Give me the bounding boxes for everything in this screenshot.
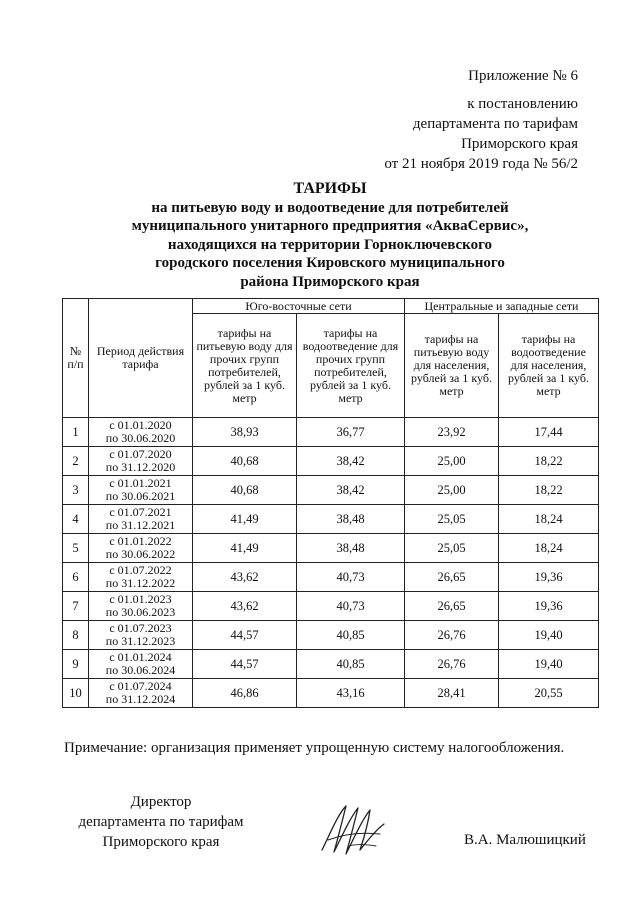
- table-row: [63, 592, 599, 621]
- row-drain-population: 18,24: [499, 534, 599, 563]
- title-line: на питьевую воду и водоотведение для потребителей: [151, 199, 509, 216]
- row-drain-other: 38,48: [297, 534, 405, 563]
- row-period: [89, 447, 193, 476]
- period-to: по 31.12.2021: [105, 518, 176, 532]
- header-col-water-population: тарифы на питьевую воду для населения, рублей за 1 куб. метр: [405, 314, 499, 418]
- handwritten-signature: [318, 800, 390, 860]
- row-num: 8: [63, 621, 89, 650]
- table-row: [63, 505, 599, 534]
- signatory-line: Директор: [130, 794, 192, 810]
- row-drain-population: 19,36: [499, 563, 599, 592]
- row-water-other: 41,49: [193, 505, 297, 534]
- appendix-line: от 21 ноября 2019 года № 56/2: [384, 156, 578, 172]
- row-drain-population: 20,55: [499, 679, 599, 708]
- row-water-population: 25,05: [405, 505, 499, 534]
- title-line: городского поселения Кировского муниципального: [155, 255, 505, 271]
- period-from: с 01.07.2024: [109, 679, 172, 693]
- row-water-population: 26,65: [405, 563, 499, 592]
- header-col-drain-other: тарифы на водоотведение для прочих групп потребителей, рублей за 1 куб. метр: [297, 314, 405, 418]
- period-from: с 01.01.2023: [109, 592, 172, 606]
- row-period: [89, 418, 193, 447]
- period-from: с 01.07.2020: [109, 447, 172, 461]
- period-to: по 30.06.2022: [105, 547, 176, 561]
- row-drain-other: 38,42: [297, 476, 405, 505]
- period-to: по 30.06.2021: [105, 489, 176, 503]
- period-from: с 01.07.2023: [109, 621, 172, 635]
- row-num: 10: [63, 679, 89, 708]
- period-to: по 31.12.2020: [105, 460, 176, 474]
- row-drain-other: 40,85: [297, 621, 405, 650]
- signatory-line: Приморского края: [102, 834, 220, 850]
- row-water-other: 41,49: [193, 534, 297, 563]
- row-num: 1: [63, 418, 89, 447]
- period-to: по 31.12.2024: [105, 692, 176, 706]
- row-num: 2: [63, 447, 89, 476]
- title-line: района Приморского края: [240, 273, 420, 290]
- table-row: [63, 621, 599, 650]
- appendix-number: Приложение № 6: [468, 68, 578, 84]
- row-drain-other: 40,73: [297, 592, 405, 621]
- appendix-line: департамента по тарифам: [412, 116, 578, 132]
- period-from: с 01.01.2020: [109, 418, 172, 432]
- header-col-drain-population: тарифы на водоотведение для населения, рублей за 1 куб. метр: [499, 314, 599, 418]
- signatory-line: департамента по тарифам: [78, 814, 244, 830]
- row-period: [89, 505, 193, 534]
- row-drain-population: 19,40: [499, 650, 599, 679]
- row-drain-other: 36,77: [297, 418, 405, 447]
- header-group-central-west: Центральные и западные сети: [405, 299, 599, 314]
- row-water-other: 46,86: [193, 679, 297, 708]
- row-num: 6: [63, 563, 89, 592]
- row-drain-population: 19,36: [499, 592, 599, 621]
- row-period: [89, 679, 193, 708]
- row-drain-population: 18,22: [499, 447, 599, 476]
- row-water-other: 44,57: [193, 650, 297, 679]
- row-water-other: 38,93: [193, 418, 297, 447]
- row-drain-population: 19,40: [499, 621, 599, 650]
- table-row: [63, 563, 599, 592]
- row-water-other: 43,62: [193, 592, 297, 621]
- header-num: № п/п: [63, 299, 89, 418]
- row-water-other: 44,57: [193, 621, 297, 650]
- row-drain-population: 18,22: [499, 476, 599, 505]
- table-row: [63, 476, 599, 505]
- period-to: по 30.06.2024: [105, 663, 176, 677]
- row-num: 9: [63, 650, 89, 679]
- row-water-population: 25,00: [405, 476, 499, 505]
- period-from: с 01.01.2024: [109, 650, 172, 664]
- row-water-other: 43,62: [193, 563, 297, 592]
- period-to: по 30.06.2023: [105, 605, 176, 619]
- period-from: с 01.07.2021: [109, 505, 172, 519]
- row-period: [89, 650, 193, 679]
- row-water-other: 40,68: [193, 476, 297, 505]
- signatory-position: [66, 792, 256, 852]
- header-group-southeast: Юго-восточные сети: [193, 299, 405, 314]
- row-drain-population: 18,24: [499, 505, 599, 534]
- period-to: по 31.12.2023: [105, 634, 176, 648]
- row-period: [89, 534, 193, 563]
- tariff-table: [62, 298, 599, 708]
- row-water-other: 40,68: [193, 447, 297, 476]
- table-row: [63, 534, 599, 563]
- row-water-population: 26,76: [405, 650, 499, 679]
- row-num: 3: [63, 476, 89, 505]
- appendix-header: [318, 66, 578, 174]
- row-water-population: 25,00: [405, 447, 499, 476]
- header-col-water-other: тарифы на питьевую воду для прочих групп потребителей, рублей за 1 куб. метр: [193, 314, 297, 418]
- tax-note: Примечание: организация применяет упрощенную систему налогообложения.: [64, 740, 565, 756]
- appendix-line: к постановлению: [467, 96, 578, 112]
- period-from: с 01.01.2021: [109, 476, 172, 490]
- row-water-population: 26,76: [405, 621, 499, 650]
- table-row: [63, 418, 599, 447]
- document-title: [60, 180, 600, 291]
- table-row: [63, 650, 599, 679]
- table-row: [63, 447, 599, 476]
- row-drain-other: 40,85: [297, 650, 405, 679]
- row-period: [89, 621, 193, 650]
- row-drain-population: 17,44: [499, 418, 599, 447]
- table-row: [63, 679, 599, 708]
- row-num: 4: [63, 505, 89, 534]
- period-to: по 30.06.2020: [105, 431, 176, 445]
- row-water-population: 23,92: [405, 418, 499, 447]
- appendix-line: Приморского края: [461, 136, 578, 152]
- row-drain-other: 38,42: [297, 447, 405, 476]
- title-line: находящихся на территории Горноключевского: [167, 236, 493, 253]
- row-drain-other: 43,16: [297, 679, 405, 708]
- period-to: по 31.12.2022: [105, 576, 176, 590]
- row-num: 7: [63, 592, 89, 621]
- period-from: с 01.01.2022: [109, 534, 172, 548]
- signatory-name: В.А. Малюшицкий: [464, 832, 586, 848]
- row-num: 5: [63, 534, 89, 563]
- row-period: [89, 563, 193, 592]
- row-period: [89, 592, 193, 621]
- title-main: ТАРИФЫ: [293, 180, 367, 197]
- row-water-population: 26,65: [405, 592, 499, 621]
- row-period: [89, 476, 193, 505]
- row-drain-other: 38,48: [297, 505, 405, 534]
- row-water-population: 28,41: [405, 679, 499, 708]
- period-from: с 01.07.2022: [109, 563, 172, 577]
- header-period: Период действия тарифа: [89, 299, 193, 418]
- row-drain-other: 40,73: [297, 563, 405, 592]
- title-line: муниципального унитарного предприятия «АкваСервис»,: [131, 218, 529, 234]
- row-water-population: 25,05: [405, 534, 499, 563]
